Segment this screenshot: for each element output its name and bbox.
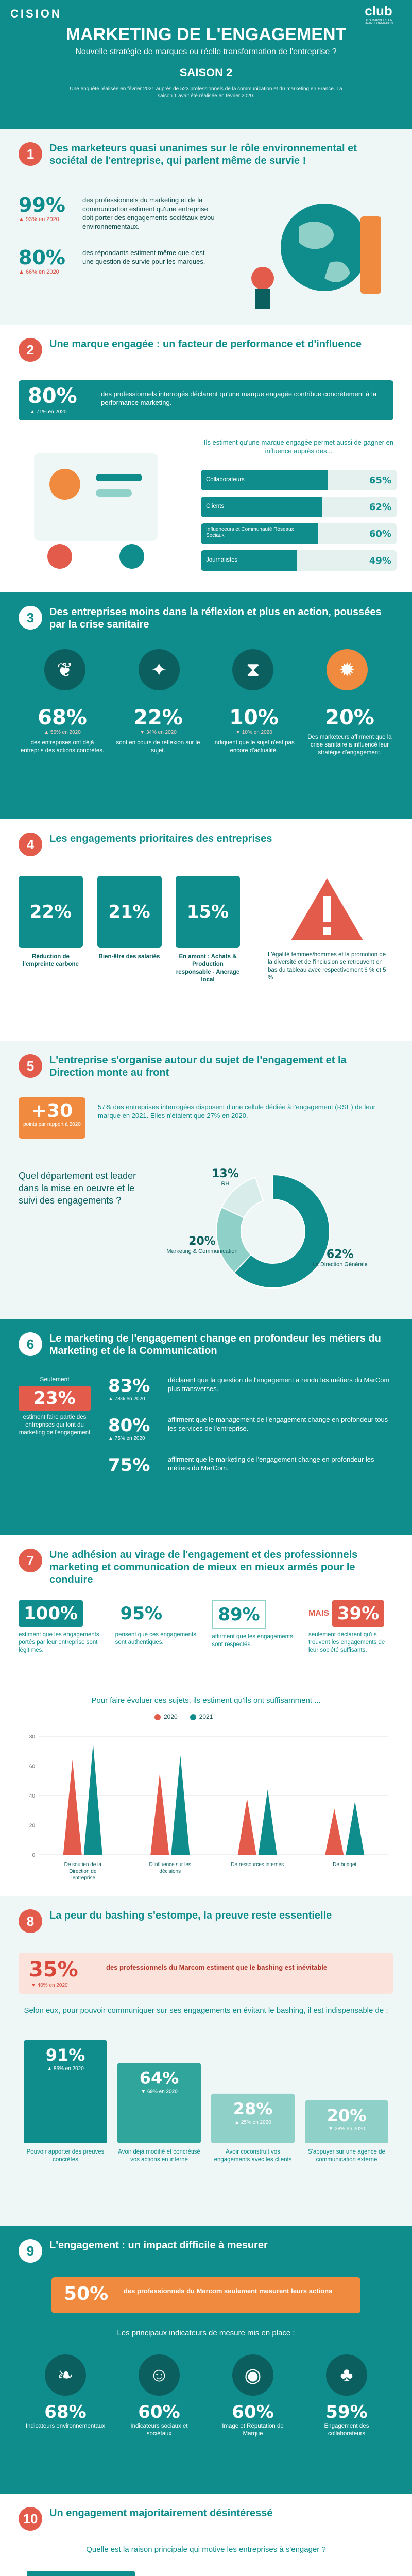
y-tick-label: 20 — [29, 1823, 35, 1829]
donut-value: 20% — [188, 1235, 216, 1248]
s3-stat — [19, 706, 106, 757]
eye-icon: ◉ — [232, 2354, 273, 2396]
s4-priority-list — [19, 876, 240, 984]
section-10-title: Un engagement majoritairement désintéressé — [49, 2507, 273, 2519]
section-1-title: Des marketeurs quasi unanimes sur le rôle environnemental et sociétal de l'entreprise, qui parlent même de survie ! — [49, 143, 357, 166]
section-7-head — [19, 1549, 393, 1586]
section-4-head — [19, 833, 393, 856]
chart-bar — [238, 1799, 256, 1855]
x-tick-label — [149, 1862, 191, 1874]
s8-step-value: 64% — [139, 2068, 179, 2088]
header-section — [0, 0, 412, 129]
s8-step-value: 20% — [327, 2106, 367, 2126]
s2-bar-value: 60% — [369, 529, 391, 539]
virus-icon: ✹ — [327, 649, 368, 690]
s9-banner-value: 50% — [64, 2283, 109, 2304]
legend-2020 — [154, 1713, 178, 1720]
donut-value: 62% — [326, 1248, 354, 1261]
s3-stat-row — [19, 706, 393, 757]
s8-step-evo: ▲ 86% en 2020 — [47, 2066, 84, 2072]
s7-question: Pour faire évoluer ces sujets, ils estiment qu'ils ont suffisamment ... — [91, 1696, 321, 1705]
s1-stat-2-value: 80% — [19, 246, 65, 269]
s2-stat-text: des professionnels interrogés déclarent qu'une marque engagée contribue concrètement à la performance marketing. — [101, 390, 377, 406]
section-2-number: 2 — [19, 338, 42, 362]
s8-step-text: Avoir déjà modifié et concrétisé vos actions en interne — [118, 2149, 200, 2163]
s2-bar-row — [201, 470, 397, 490]
s9-indicator-label: Indicateurs environnementaux — [25, 2423, 106, 2429]
s6-stat-value: 80% — [108, 1415, 150, 1436]
section-5-title: L'entreprise s'organise autour du sujet de l'engagement et la Direction monte au front — [49, 1055, 347, 1078]
s9-indicator-value: 60% — [232, 2402, 274, 2422]
s1-stat-1-value: 99% — [19, 194, 65, 216]
s6-left-text: estiment faire partie des entreprises qui font du marketing de l'engagement — [19, 1414, 91, 1436]
s8-banner-evo: ▼ 40% en 2020 — [31, 1982, 68, 1988]
section-8-title: La peur du bashing s'estompe, la preuve reste essentielle — [49, 1910, 332, 1921]
section-8-head — [19, 1909, 393, 1933]
s3-stat-value: 10% — [229, 706, 279, 730]
s1-stat-1 — [19, 194, 75, 223]
s2-bar-row — [201, 550, 397, 571]
season-label: SAISON 2 — [179, 66, 233, 79]
section-3-title: Des entreprises moins dans la réflexion et plus en action, poussées par la crise sanitaire — [49, 606, 382, 630]
section-5-head — [19, 1054, 393, 1079]
s9-indicator-row — [19, 2354, 393, 2438]
s2-bar-value: 49% — [369, 555, 391, 566]
plant-icon: ❦ — [44, 649, 85, 690]
section-1-head — [19, 142, 393, 167]
s2-bar-value: 62% — [369, 502, 391, 513]
survey-intro: Une enquête réalisée en février 2021 auprès de 523 professionnels de la communication et du marketing en France. La saison 1 avait été réalisée en février 2020. — [70, 86, 342, 99]
s1-stat-2-evo: ▲ 66% en 2020 — [19, 269, 59, 275]
warning-icon — [288, 876, 366, 943]
s10-step-bar — [27, 2571, 135, 2576]
s6-left-panel — [19, 1376, 91, 1437]
chart-bar — [84, 1743, 102, 1855]
s3-stat-value: 68% — [38, 706, 87, 730]
x-tick-line: Direction de — [69, 1869, 97, 1874]
s2-bar-label: Collaborateurs — [206, 477, 245, 483]
x-tick-line: l'entreprise — [70, 1875, 96, 1881]
chart-bar — [325, 1809, 344, 1855]
s9-banner — [52, 2277, 360, 2313]
s9-indicator — [212, 2354, 294, 2438]
s6-stat-evo: ▲ 75% en 2020 — [108, 1436, 145, 1442]
s4-priority-card — [97, 876, 162, 948]
s5-donut-chart — [154, 1154, 391, 1309]
s8-banner — [19, 1953, 393, 1994]
section-8-number: 8 — [19, 1909, 42, 1933]
x-tick-line: De soutien de la — [64, 1862, 101, 1868]
person-icon — [251, 267, 274, 290]
y-tick-label: 80 — [29, 1734, 35, 1740]
s4-priority-value: 21% — [108, 902, 150, 922]
s8-step-evo: ▼ 28% en 2020 — [328, 2126, 365, 2132]
people-icon: ☺ — [139, 2354, 180, 2396]
page-title: MARKETING DE L'ENGAGEMENT — [65, 25, 347, 44]
s5-plus-value: +30 — [31, 1100, 73, 1122]
s3-stat-evo: ▲ 56% en 2020 — [44, 730, 81, 735]
s10-steps-chart — [19, 2566, 393, 2576]
s7-stat — [115, 1600, 200, 1654]
s4-priority-item — [176, 876, 240, 984]
s9-indicator — [24, 2354, 107, 2438]
globe-illustration — [242, 185, 397, 309]
s4-priority-label: Bien-être des salariés — [98, 954, 160, 960]
s7-stat-text: affirment que les engagements sont respectés. — [212, 1634, 294, 1648]
s2-stat-value: 80% — [28, 384, 77, 408]
section-3-head — [19, 606, 393, 631]
s9-indicator-label: Image et Réputation de Marque — [222, 2423, 284, 2437]
section-4-number: 4 — [19, 833, 42, 856]
s9-indicator-value: 59% — [325, 2402, 368, 2422]
s4-priority-item — [97, 876, 162, 984]
section-10-number: 10 — [19, 2507, 42, 2531]
s5-text: 57% des entreprises interrogées disposent d'une cellule dédiée à l'engagement (RSE) de leur marque en 2021. Elles n'étaient que 27% en 2020. — [98, 1103, 376, 1120]
s8-step-evo: ▼ 69% en 2020 — [141, 2089, 178, 2095]
s3-stat-value: 20% — [325, 706, 374, 730]
x-tick-label — [231, 1862, 284, 1868]
s1-stat-2-text: des répondants estiment même que c'est une question de survie pour les marques. — [82, 249, 205, 265]
s2-bar-label: Influenceurs et Communauté Réseaux Sociaux — [206, 527, 294, 538]
s9-indicator-label: Indicateurs sociaux et sociétaux — [130, 2423, 188, 2437]
s6-stat-list — [108, 1376, 397, 1476]
s4-priority-value: 22% — [29, 902, 72, 922]
donut-label: RH — [221, 1180, 230, 1187]
s8-steps-chart — [19, 2035, 393, 2148]
s4-priority-value: 15% — [186, 902, 229, 922]
section-6-number: 6 — [19, 1332, 42, 1356]
section-7-number: 7 — [19, 1549, 42, 1572]
s5-plus-badge — [19, 1097, 85, 1139]
section-10 — [0, 2494, 412, 2576]
s4-priority-card — [176, 876, 240, 948]
section-7-title: Une adhésion au virage de l'engagement et des professionnels marketing et communication de mieux en mieux armés pour le conduire — [49, 1549, 358, 1585]
s8-step-text: Avoir coconstruit vos engagements avec les clients — [214, 2149, 292, 2163]
section-5-number: 5 — [19, 1054, 42, 1078]
section-2-title: Une marque engagée : un facteur de performance et d'influence — [49, 338, 362, 350]
x-tick-line: décisions — [159, 1869, 181, 1874]
club-logo-subtitle: DES MARQUES EN TRANSFORMATION — [364, 19, 393, 25]
s6-stat-text: déclarent que la question de l'engagement a rendu les métiers du MarCom plus transverses. — [168, 1376, 390, 1393]
section-2 — [0, 325, 412, 592]
s8-step-text: Pouvoir apporter des preuves concrètes — [26, 2149, 105, 2163]
s7-stat-value: 89% — [212, 1600, 266, 1629]
s2-bar-label: Journalistes — [206, 557, 238, 563]
s9-indicator-value: 60% — [138, 2402, 180, 2422]
cision-logo: CISION — [10, 7, 62, 20]
s9-indicator-label: Engagement des collaborateurs — [324, 2423, 369, 2437]
chart-bar — [171, 1755, 190, 1855]
s2-stat-evo: ▲ 71% en 2020 — [30, 409, 67, 415]
section-10-head — [19, 2507, 393, 2531]
x-tick-line: De ressources internes — [231, 1862, 284, 1868]
s6-stat — [108, 1376, 397, 1402]
section-8 — [0, 1896, 412, 2226]
s3-stat — [210, 706, 298, 757]
s8-banner-value: 35% — [29, 1958, 78, 1981]
s3-stat — [114, 706, 202, 757]
club-logo-text: club — [365, 3, 392, 19]
s9-indicator — [118, 2354, 200, 2438]
s4-warning-text: L'égalité femmes/hommes et la promotion de la diversité et de l'inclusion se retrouvent en bas du tableau avec respectivement 6 % et 5 % — [268, 952, 386, 981]
donut-label: La Direction Générale — [312, 1261, 368, 1268]
s7-stat-value: 39% — [332, 1600, 384, 1627]
lightbulb-icon: ✦ — [139, 649, 180, 690]
s7-stat — [308, 1600, 393, 1654]
s2-highlight-box — [19, 380, 393, 420]
s2-bar-label: Clients — [206, 503, 225, 510]
s3-stat-evo: ▼ 34% en 2020 — [140, 730, 177, 735]
s1-stat-2 — [19, 246, 75, 275]
s3-stat-text: des entreprises ont déjà entrepris des actions concrètes. — [20, 740, 105, 754]
s5-question: Quel département est leader dans la mise en oeuvre et le suivi des engagements ? — [19, 1171, 136, 1206]
s9-indicator-value: 68% — [44, 2402, 87, 2422]
page-subtitle: Nouvelle stratégie de marques ou réelle transformation de l'entreprise ? — [75, 47, 337, 56]
x-tick-line: De budget — [333, 1862, 357, 1868]
legend-2021 — [190, 1713, 213, 1720]
megaphone-illustration — [19, 433, 173, 582]
s7-stat-row — [19, 1600, 393, 1654]
s7-bar-chart — [19, 1726, 393, 1891]
legend-2020-label: 2020 — [164, 1713, 178, 1720]
s8-step-value: 91% — [45, 2045, 85, 2065]
section-9-head — [19, 2239, 393, 2263]
section-3-number: 3 — [19, 606, 42, 630]
chart-bar — [63, 1760, 82, 1855]
chart-bar — [259, 1790, 277, 1855]
s6-stat-text: affirment que le marketing de l'engagement change en profondeur les métiers du MarCom. — [168, 1455, 374, 1472]
section-9 — [0, 2226, 412, 2494]
s3-stat-text: indiquent que le sujet n'est pas encore d'actualité. — [213, 740, 295, 754]
s8-banner-text: des professionnels du Marcom estiment que le bashing est inévitable — [106, 1963, 328, 1971]
s6-stat-value: 83% — [108, 1376, 150, 1396]
section-3 — [0, 592, 412, 819]
section-7 — [0, 1535, 412, 1896]
chart-bar — [150, 1773, 169, 1855]
s4-priority-card — [19, 876, 83, 948]
section-6-head — [19, 1332, 393, 1357]
s6-left-value: 23% — [19, 1386, 91, 1411]
s6-stat-evo: ▲ 78% en 2020 — [108, 1396, 145, 1402]
s2-bar-row — [201, 497, 397, 517]
person-icon — [47, 544, 72, 569]
section-1-number: 1 — [19, 142, 42, 166]
s7-stat — [212, 1600, 297, 1654]
megaphone-icon — [49, 469, 80, 500]
s7-stat — [19, 1600, 104, 1654]
s7-legend — [154, 1713, 213, 1720]
section-2-head — [19, 338, 393, 362]
s7-stat-text: pensent que ces engagements sont authentiques. — [115, 1632, 196, 1646]
ladder-icon — [360, 216, 381, 294]
s7-stat-value: 100% — [19, 1600, 83, 1627]
x-tick-line: D'influence sur les — [149, 1862, 191, 1868]
y-tick-label: 0 — [32, 1853, 35, 1858]
s1-stat-1-text: des professionnels du marketing et de la communication estiment qu'une entreprise doit porter des engagements sociétaux et/ou environnementaux. — [82, 196, 215, 230]
s4-priority-label: Réduction de l'empreinte carbone — [23, 954, 79, 968]
section-4-title: Les engagements prioritaires des entreprises — [49, 833, 272, 844]
s3-icon-row — [19, 649, 393, 690]
s6-left-top: Seulement — [40, 1376, 70, 1383]
s6-stat-text: affirment que le management de l'engagement change en profondeur tous les services de l'entreprise. — [168, 1416, 388, 1432]
section-6 — [0, 1319, 412, 1535]
legend-2021-label: 2021 — [199, 1713, 213, 1720]
s8-step-evo: ▲ 25% en 2020 — [234, 2119, 271, 2125]
s6-stat — [108, 1455, 397, 1476]
s7-stat-text: seulement déclarent qu'ils trouvent les engagements de leur société suffisants. — [308, 1632, 385, 1653]
s6-stat-value: 75% — [108, 1455, 150, 1476]
donut-value: 13% — [212, 1167, 239, 1180]
s3-stat-text: Des marketeurs affirment que la crise sanitaire a influencé leur stratégie d'engagement. — [307, 734, 392, 756]
section-9-title: L'engagement : un impact difficile à mesurer — [49, 2240, 268, 2251]
s7-stat-value: 95% — [120, 1603, 163, 1624]
team-icon: ♣ — [326, 2354, 367, 2396]
s2-intro-text: Ils estiment qu'une marque engagée permet aussi de gagner en influence auprès des... — [203, 438, 394, 455]
s3-stat — [306, 706, 393, 757]
s2-bar-value: 65% — [369, 475, 391, 486]
y-tick-label: 60 — [29, 1764, 35, 1770]
s9-banner-text: des professionnels du Marcom seulement mesurent leurs actions — [124, 2287, 333, 2295]
club-logo — [355, 3, 402, 25]
x-tick-label — [64, 1862, 102, 1881]
s1-stat-1-evo: ▲ 93% en 2020 — [19, 216, 59, 223]
s9-indicator — [305, 2354, 388, 2438]
s8-question: Selon eux, pour pouvoir communiquer sur ses engagements en évitant le bashing, il est indispensable de : — [24, 2006, 388, 2015]
s5-plus-sub: points par rapport à 2020 — [23, 1122, 81, 1127]
section-4 — [0, 819, 412, 1041]
y-tick-label: 40 — [29, 1793, 35, 1799]
chart-bar — [346, 1802, 364, 1855]
s2-bar-row — [201, 523, 397, 544]
x-tick-label — [333, 1862, 356, 1868]
donut-label: Marketing & Communication — [166, 1248, 238, 1255]
s7-stat-text: estiment que les engagements portés par leur entreprise sont légitimes. — [19, 1632, 99, 1653]
s4-priority-label: En amont : Achats & Production responsable - Ancrage local — [176, 954, 240, 983]
hourglass-icon: ⧗ — [232, 649, 273, 690]
section-6-title: Le marketing de l'engagement change en profondeur les métiers du Marketing et de la Communication — [49, 1333, 381, 1357]
s8-step-text: S'appuyer sur une agence de communication externe — [308, 2149, 385, 2163]
s2-bar-list — [201, 470, 397, 577]
s3-stat-evo: ▼ 10% en 2020 — [235, 730, 272, 735]
section-9-number: 9 — [19, 2239, 42, 2263]
section-5 — [0, 1041, 412, 1319]
s4-priority-item — [19, 876, 83, 984]
section-1 — [0, 129, 412, 325]
s7-stat-prefix: MAIS — [308, 1609, 329, 1618]
s3-stat-value: 22% — [133, 706, 183, 730]
s10-question: Quelle est la raison principale qui motive les entreprises à s'engager ? — [86, 2545, 326, 2554]
s3-stat-text: sont en cours de réflexion sur le sujet. — [116, 740, 200, 754]
s8-step-value: 28% — [233, 2098, 273, 2119]
s9-question: Les principaux indicateurs de mesure mis en place : — [117, 2329, 295, 2337]
s6-stat — [108, 1415, 397, 1442]
s8-step-labels — [19, 2148, 393, 2164]
leaf-icon: ❧ — [45, 2354, 86, 2396]
